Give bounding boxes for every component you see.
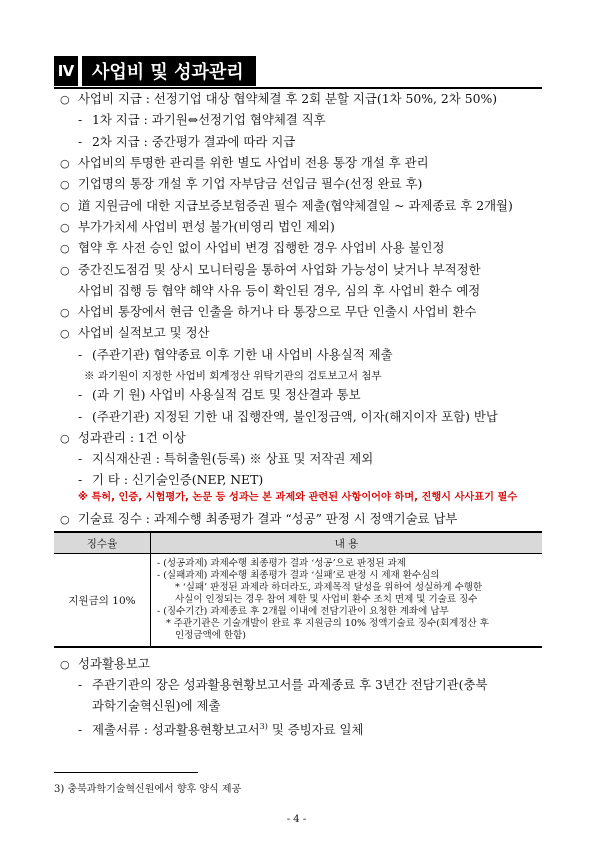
line-text: (과 기 원) 사업비 사용실적 검토 및 정산결과 통보: [92, 387, 361, 402]
bullet-item: [60, 262, 481, 279]
bullet-item: [60, 511, 457, 528]
section-number: Ⅳ: [54, 56, 78, 86]
line-text: 성과활용보고: [78, 656, 150, 671]
bullet-mark: ○: [60, 306, 70, 319]
table-header-rate: 징수율: [54, 532, 151, 554]
table-content-line: 사실이 인정되는 경우 참여 제한 및 사업비 환수 조치 면제 및 기술료 징수: [175, 594, 478, 605]
bullet-item: [60, 656, 150, 673]
bullet-item: [60, 155, 429, 172]
section-rule: [54, 87, 542, 89]
bullet-item: [60, 219, 335, 236]
bullet-mark: ○: [60, 242, 70, 255]
line-text: (주관기관) 지정된 기한 내 집행잔액, 불인정금액, 이자(해지이자 포함) 반납: [92, 409, 498, 424]
footnote-marker: 3): [259, 722, 268, 731]
line-text: 道 지원금에 대한 지급보증보험증권 필수 제출(협약체결일 ~ 과제종료 후 2개월): [78, 198, 513, 213]
dash-mark: -: [78, 677, 83, 692]
line-text: 2차 지급 : 중간평가 결과에 따라 지급: [92, 134, 296, 149]
sub-item: [78, 134, 295, 150]
sub-item: [78, 387, 361, 403]
table-header-content: 내 용: [151, 532, 543, 554]
line-text: 제출서류 : 성과활용현황보고서: [92, 722, 260, 738]
bullet-mark: ○: [60, 200, 70, 213]
line-text: ※ 특허, 인증, 시험평가, 논문 등 성과는 본 과제와 관련된 사항이어야 하며, 진행시 사사표기 필수: [78, 492, 518, 503]
dash-mark: -: [78, 472, 83, 487]
bullet-mark: ○: [60, 93, 70, 106]
line-text: 부가가치세 사업비 편성 불가(비영리 법인 제외): [78, 219, 335, 234]
dash-mark: -: [78, 387, 83, 402]
bullet-mark: ○: [60, 432, 70, 445]
footnote: 3) 충북과학기술혁신원에서 향후 양식 제공: [54, 784, 242, 795]
sub-item: [78, 283, 480, 299]
sub-item: [78, 409, 498, 425]
table-content-line: - (성공과제) 과제수행 최종평가 결과 ‘성공’으로 판정된 과제: [157, 558, 406, 569]
table-content-line: - (징수기간) 과제종료 후 2개월 이내에 전담기관이 요청한 계좌에 납부: [157, 606, 449, 617]
bullet-item: [60, 91, 497, 108]
bullet-mark: ○: [60, 221, 70, 234]
table-content-line: - (실패과제) 과제수행 최종평가 결과 ‘실패’로 판정 시 제재 환수심의: [157, 570, 440, 581]
bullet-item: [60, 304, 476, 321]
sub-item: [78, 719, 363, 738]
bullet-mark: ○: [60, 157, 70, 170]
table-cell-rate: 지원금의 10%: [54, 554, 151, 648]
dash-mark: -: [78, 112, 83, 127]
bullet-item: [60, 240, 445, 257]
bullet-mark: ○: [60, 327, 70, 340]
table-cell-content: [151, 554, 543, 648]
section-header: [54, 56, 256, 86]
bullet-mark: ○: [60, 178, 70, 191]
line-text: 성과관리 : 1건 이상: [78, 430, 186, 445]
note-line: [84, 368, 382, 384]
table-content-line: * 주관기관은 기술개발이 완료 후 지원금의 10% 정액기술료 징수(회계정산 후: [166, 618, 489, 629]
line-text: 지식재산권 : 특허출원(등록) ※ 상표 및 저작권 제외: [92, 451, 374, 466]
line-text: ※ 과기원이 지정한 사업비 회계정산 위탁기관의 검토보고서 첨부: [84, 370, 382, 382]
line-text: 사업비 지급 : 선정기업 대상 협약체결 후 2회 분할 지급(1차 50%, 2차 50%): [78, 91, 498, 106]
sub-item: [78, 677, 487, 693]
table-content-line: 인정금액에 한함): [175, 630, 246, 641]
line-text: 중간진도점검 및 상시 모니터링을 통하여 사업화 가능성이 낮거나 부적정한: [78, 262, 481, 277]
line-text: 기 타 : 신기술인증(NEP, NET): [92, 472, 264, 487]
dash-mark: -: [78, 722, 83, 738]
sub-item: [78, 472, 263, 488]
bullet-item: [60, 325, 210, 342]
line-text: (주관기관) 협약종료 이후 기한 내 사업비 사용실적 제출: [92, 347, 393, 362]
line-text: 협약 후 사전 승인 없이 사업비 변경 집행한 경우 사업비 사용 불인정: [78, 240, 445, 255]
line-text: 사업비의 투명한 관리를 위한 별도 사업비 전용 통장 개설 후 관리: [78, 155, 429, 170]
dash-mark: -: [78, 409, 83, 424]
note-line: [78, 490, 517, 506]
line-text: 사업비 통장에서 현금 인출을 하거나 타 통장으로 무단 인출시 사업비 환수: [78, 304, 477, 319]
bullet-mark: ○: [60, 264, 70, 277]
dash-mark: -: [78, 451, 83, 466]
line-text: 사업비 실적보고 및 정산: [78, 325, 210, 340]
line-text: 1차 지급 : 과기원⇔선정기업 협약체결 직후: [92, 112, 326, 127]
section-title: 사업비 및 성과관리: [82, 56, 256, 86]
sub-item: [78, 347, 393, 363]
sub-item: [78, 451, 373, 467]
bullet-item: [60, 198, 513, 215]
line-text: 과학기술혁신원)에 제출: [92, 698, 221, 713]
line-text-after: 및 증빙자료 일체: [267, 722, 364, 738]
royalty-table: [54, 531, 542, 648]
line-text: 주관기관의 장은 성과활용현황보고서를 과제종료 후 3년간 전담기관(충북: [92, 677, 488, 692]
bullet-item: [60, 176, 422, 193]
dash-mark: -: [78, 347, 83, 362]
line-text: 기업명의 통장 개설 후 기업 자부담금 선입금 필수(선정 완료 후): [78, 176, 423, 191]
sub-item: [78, 112, 326, 128]
table-content-line: * ‘실패’ 판정된 과제라 하더라도, 과제목적 달성을 위하여 성실하게 수행한: [175, 582, 483, 593]
line-text: 기술료 징수 : 과제수행 최종평가 결과 “성공” 판정 시 정액기술료 납부: [78, 511, 458, 526]
bullet-mark: ○: [60, 513, 70, 526]
sub-item: [92, 698, 220, 714]
line-text: 사업비 집행 등 협약 해약 사유 등이 확인된 경우, 심의 후 사업비 환수 예정: [78, 283, 481, 298]
bullet-mark: ○: [60, 658, 70, 671]
page-number: - 4 -: [286, 814, 307, 825]
footnote-rule: [54, 772, 198, 773]
dash-mark: -: [78, 134, 83, 149]
bullet-item: [60, 430, 186, 447]
